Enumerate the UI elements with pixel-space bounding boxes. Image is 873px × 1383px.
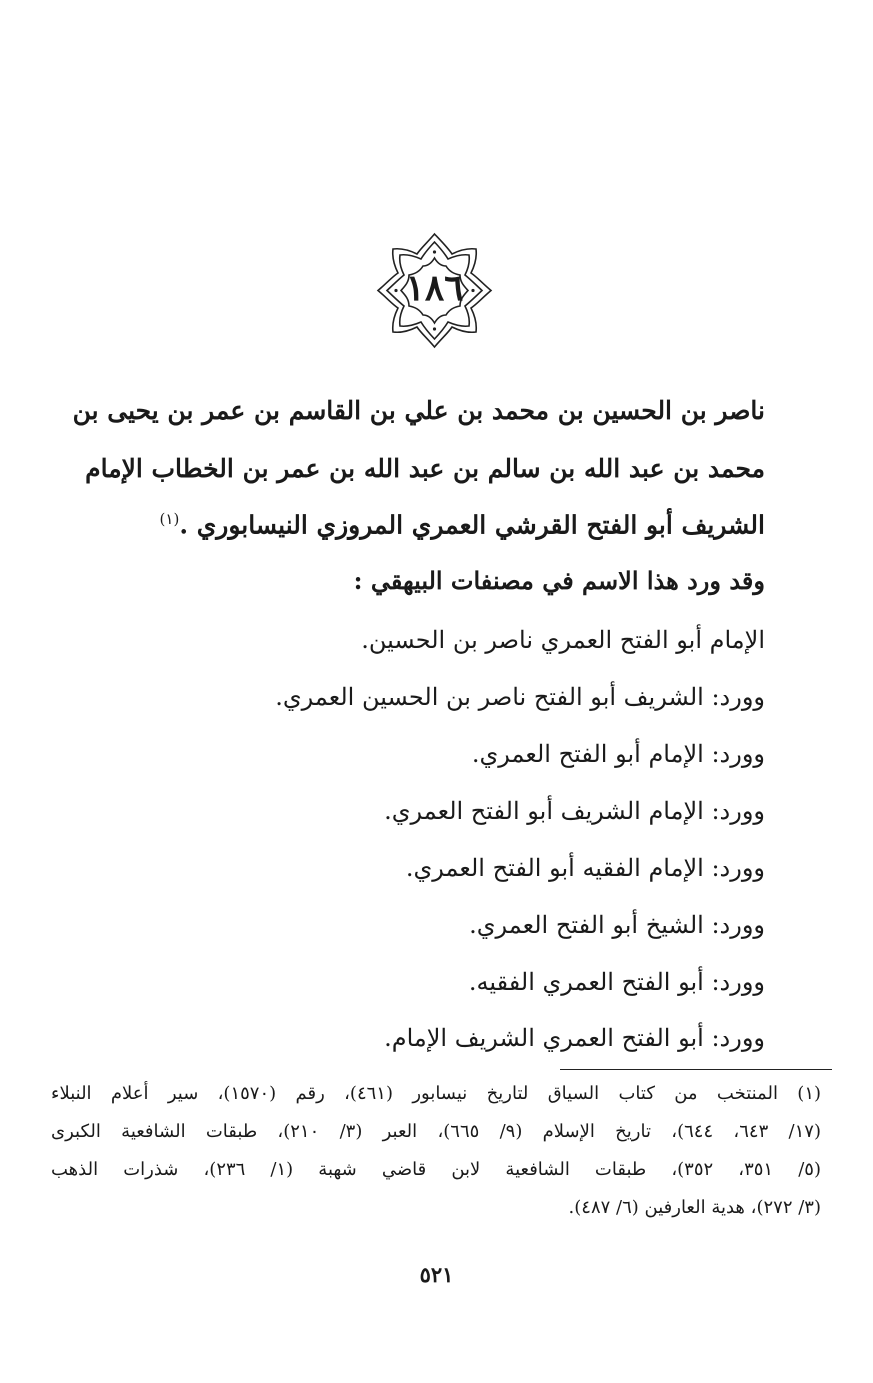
name-variant-4: وورد: الإمام الشريف أبو الفتح العمري. — [384, 797, 765, 825]
biography-heading-line-1: ناصر بن الحسين بن محمد بن علي بن القاسم بن عمر بن يحيى بن — [72, 396, 765, 425]
name-variant-2: وورد: الشريف أبو الفتح ناصر بن الحسين العمري. — [275, 683, 765, 711]
footnote-reference: (١) — [159, 510, 180, 528]
heading-line-3-text: الشريف أبو الفتح القرشي العمري المروزي النيسابوري . — [179, 510, 765, 540]
footnote-line-2: (١٧/ ٦٤٣، ٦٤٤)، تاريخ الإسلام (٩/ ٦٦٥)، العبر (٣/ ٢١٠)، طبقات الشافعية الكبرى — [51, 1121, 821, 1142]
name-variant-7: وورد: أبو الفتح العمري الفقيه. — [468, 968, 765, 996]
footnote-line-1: (١) المنتخب من كتاب السياق لتاريخ نيسابور (٤٦١)، رقم (١٥٧٠)، سير أعلام النبلاء — [51, 1083, 822, 1104]
footnote-line-4: (٣/ ٢٧٢)، هدية العارفين (٦/ ٤٨٧). — [568, 1197, 821, 1218]
name-variant-1: الإمام أبو الفتح العمري ناصر بن الحسين. — [361, 626, 765, 654]
footnote-separator — [560, 1069, 832, 1070]
name-variant-6: وورد: الشيخ أبو الفتح العمري. — [469, 911, 765, 939]
name-variant-5: وورد: الإمام الفقيه أبو الفتح العمري. — [405, 854, 765, 882]
name-variant-8: وورد: أبو الفتح العمري الشريف الإمام. — [384, 1024, 765, 1052]
name-variant-3: وورد: الإمام أبو الفتح العمري. — [471, 740, 765, 768]
entry-number: ١٨٦ — [405, 267, 464, 309]
biography-heading-line-3 — [103, 510, 765, 539]
footnote-line-3: (٥/ ٣٥١، ٣٥٢)، طبقات الشافعية لابن قاضي شهبة (١/ ٢٣٦)، شذرات الذهب — [51, 1159, 821, 1180]
biography-heading-line-2: محمد بن عبد الله بن سالم بن عبد الله بن عمر بن الخطاب الإمام — [85, 454, 765, 483]
sources-sub-heading: وقد ورد هذا الاسم في مصنفات البيهقي : — [353, 566, 765, 595]
page-number: ٥٢١ — [419, 1262, 454, 1287]
